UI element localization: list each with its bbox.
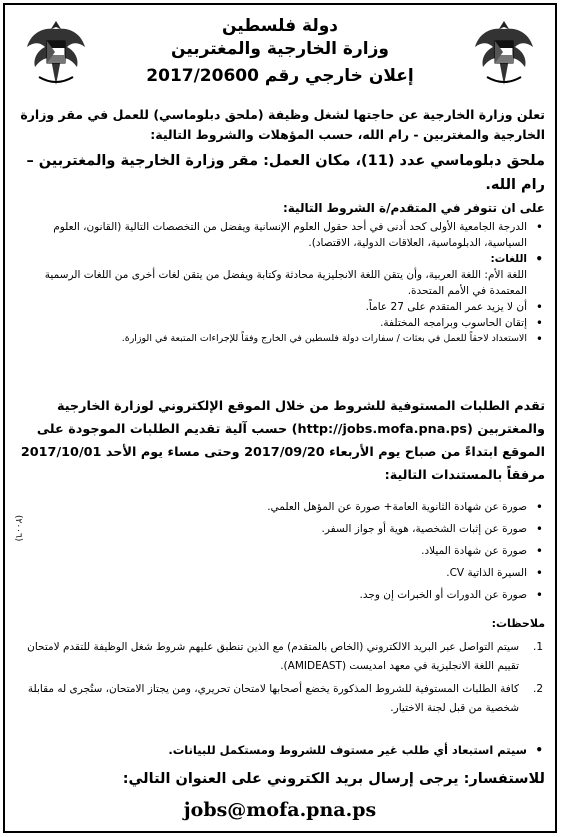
announcement-frame [3,3,557,833]
condition-item: • الاستعداد لاحقاً للعمل في بعثات / سفارات دولة فلسطين في الخارج وفقاً للإجراءات المتبعة في الوزارة. [15,331,527,347]
conditions-title: على ان تتوفر في المتقدم/ة الشروط التالية: [282,201,545,215]
final-note-text: • سيتم استبعاد أي طلب غير مستوف للشروط ومستكمل للبيانات. [15,743,527,757]
conditions-list [15,219,545,347]
palestine-emblem-icon [473,17,535,89]
document-item: • صورة عن شهادة الميلاد. [15,540,527,562]
document-item: • صورة عن الدورات أو الخبرات إن وجد. [15,584,527,606]
documents-list [15,496,545,606]
document-item: • السيرة الذاتية CV. [15,562,527,584]
note-item [15,680,543,718]
state-name: دولة فلسطين [221,16,339,36]
ministry-name: وزارة الخارجية والمغتربين [171,39,389,59]
intro-paragraph: تعلن وزارة الخارجية عن حاجتها لشغل وظيفة (ملحق دبلوماسي) للعمل في مقر وزارة الخارجية والمغتربين - رام الله، حسب المؤهلات والشروط التالية: [20,107,545,142]
condition-item: اللغة الأم: اللغة العربية، وأن يتقن اللغة الانجليزية محادثة وكتابة ويفضل من يتقن لغات أخرى من اللغات الرسمية المعتمدة في الأمم المتحدة. [44,269,527,297]
final-note [15,743,545,757]
condition-item: • اللغات: [15,251,527,267]
document-item: • صورة عن إثبات الشخصية، هوية أو جواز السفر. [15,518,527,540]
ad-number: إعلان خارجي رقم 2017/20600 [146,66,414,86]
note-number: 2. [532,683,543,695]
document-item: • صورة عن شهادة الثانوية العامة+ صورة عن المؤهل العلمي. [15,496,527,518]
notes-list [15,638,545,722]
palestine-emblem-icon [25,17,87,89]
note-item [15,638,543,676]
header [5,11,555,111]
condition-item: • أن لا يزيد عمر المتقدم على 27 عاماً. [15,299,527,315]
position-line: ملحق دبلوماسي عدد (11)، مكان العمل: مقر وزارة الخارجية والمغتربين – رام الله. [26,153,545,193]
condition-item: • الدرجة الجامعية الأولى كحد أدنى في أحد حقول العلوم الإنسانية ويفضل من التخصصات التالية (القانون، العلوم السياسية، الدبلوماسية، العلاقات الدولية، الاقتصاد). [15,219,527,251]
note-number: 1. [532,641,543,653]
side-code: (٢٠٠٦) [13,515,23,542]
header-titles [95,15,465,91]
notes-title: ملاحظات: [491,617,545,630]
condition-item: • إتقان الحاسوب وبرامجه المختلفة. [15,315,527,331]
note-text: كافة الطلبات المستوفية للشروط المذكورة يخضع أصحابها لامتحان تحريري، ومن يجتاز الامتحان، ستُجرى له مقابلة شخصية من قبل لجنة الاختيار. [27,683,519,714]
submission-paragraph: تقدم الطلبات المستوفية للشروط من خلال الموقع الإلكتروني لوزارة الخارجية والمغتربين (http://jobs.mofa.pna.ps) حسب آلية تقديم الطلبات الموجودة على الموقع ابتداءً من صباح يوم الأربعاء 2017/09/20 وحتى مساء يوم الأحد 2017/10/01 مرفقاً بالمستندات التالية: [20,399,545,483]
note-text: سيتم التواصل عبر البريد الالكتروني (الخاص بالمتقدم) مع الذين تنطبق عليهم شروط شغل الوظيفة للتقدم لامتحان تقييم اللغة الانجليزية في معهد امديست (AMIDEAST). [27,641,519,672]
contact-email[interactable]: jobs@mofa.pna.ps [183,799,377,821]
inquiry-line: للاستفسار: يرجى إرسال بريد الكتروني على العنوان التالي: [122,771,545,787]
